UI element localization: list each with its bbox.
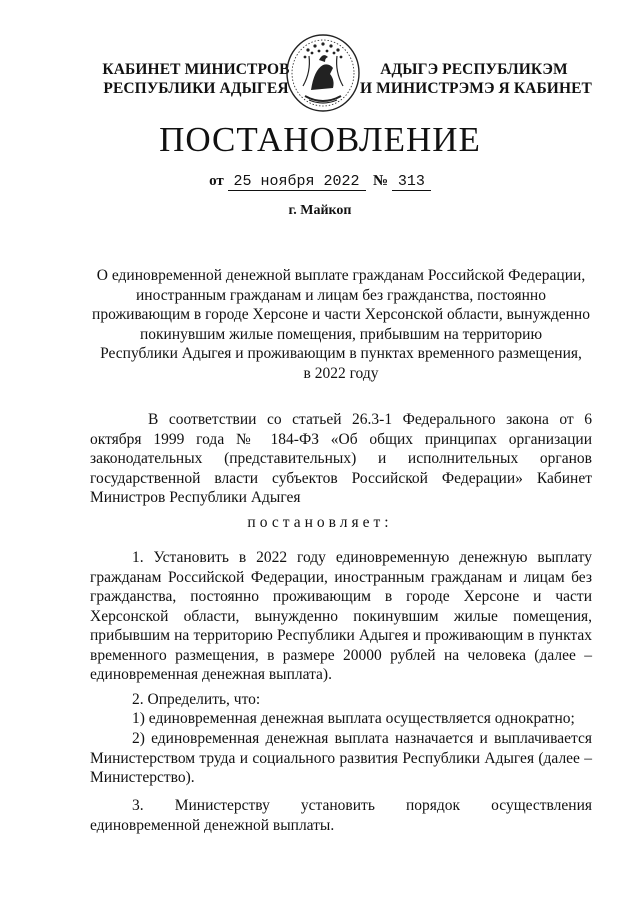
issuer-name-adyghe: [360, 60, 592, 98]
item-2-subitem-1: 1) единовременная денежная выплата осуществляется однократно;: [132, 710, 575, 727]
item-2-intro: 2. Определить, что:: [132, 691, 261, 708]
subject-line: в 2022 году: [303, 364, 379, 382]
date-number-line: [0, 173, 640, 190]
item-1-paragraph: 1. Установить в 2022 году единовременную денежную выплату гражданам Российской Федерации, иностранным гражданам и лицам без гражданства, постоянно проживающим в городе Херсоне и части Херсонской области, вынужденно покинувшим жилые помещения, прибывшим на территорию Республики Адыгея и проживающим в пунктах временного размещения, в размере 20000 рублей на человека (далее – единовременная денежная выплата).: [90, 549, 592, 683]
issuer-adyghe-line-1: АДЫГЭ РЕСПУБЛИКЭМ: [380, 61, 568, 78]
city: г. Майкоп: [288, 203, 352, 218]
subject-line: Республики Адыгея и проживающим в пунктах временного размещения,: [100, 345, 582, 362]
subject-line: покинувшим жилые помещения, прибывшим на территорию: [139, 325, 543, 343]
document-title: ПОСТАНОВЛЕНИЕ: [159, 120, 481, 159]
date-prefix: от: [209, 173, 224, 189]
item-2-subitem-2: 2) единовременная денежная выплата назначается и выплачивается Министерством труда и социального развития Республики Адыгея (далее – Министерство).: [90, 730, 592, 786]
number-prefix: №: [373, 173, 389, 189]
subject-line: проживающим в городе Херсоне и части Херсонской области, вынужденно: [92, 306, 590, 323]
resolves-heading: постановляет:: [247, 514, 393, 531]
preamble-paragraph: В соответствии со статьей 26.3-1 Федерального закона от 6 октября 1999 года № 184-ФЗ «Об общих принципах организации законодательных (представительных) и исполнительных органов государственной власти субъектов Российской Федерации» Кабинет Министров Республики Адыгея: [90, 411, 592, 506]
adygea-coat-of-arms-icon: [281, 30, 365, 116]
issuer-line-1: КАБИНЕТ МИНИСТРОВ: [102, 61, 290, 78]
document-date: 25 ноября 2022: [228, 173, 366, 191]
subject-line: иностранным гражданам и лицам без гражданства, постоянно: [136, 286, 546, 304]
issuer-adyghe-line-2: И МИНИСТРЭМЭ Я КАБИНЕТ: [360, 80, 592, 97]
issuer-name-russian: [96, 60, 296, 98]
document-number: 313: [392, 173, 431, 191]
subject-line: О единовременной денежной выплате гражданам Российской Федерации,: [96, 267, 586, 284]
issuer-line-2: РЕСПУБЛИКИ АДЫГЕЯ: [103, 80, 289, 97]
item-3-paragraph: 3. Министерству установить порядок осуществления единовременной денежной выплаты.: [90, 797, 592, 834]
document-subject: [90, 266, 592, 383]
